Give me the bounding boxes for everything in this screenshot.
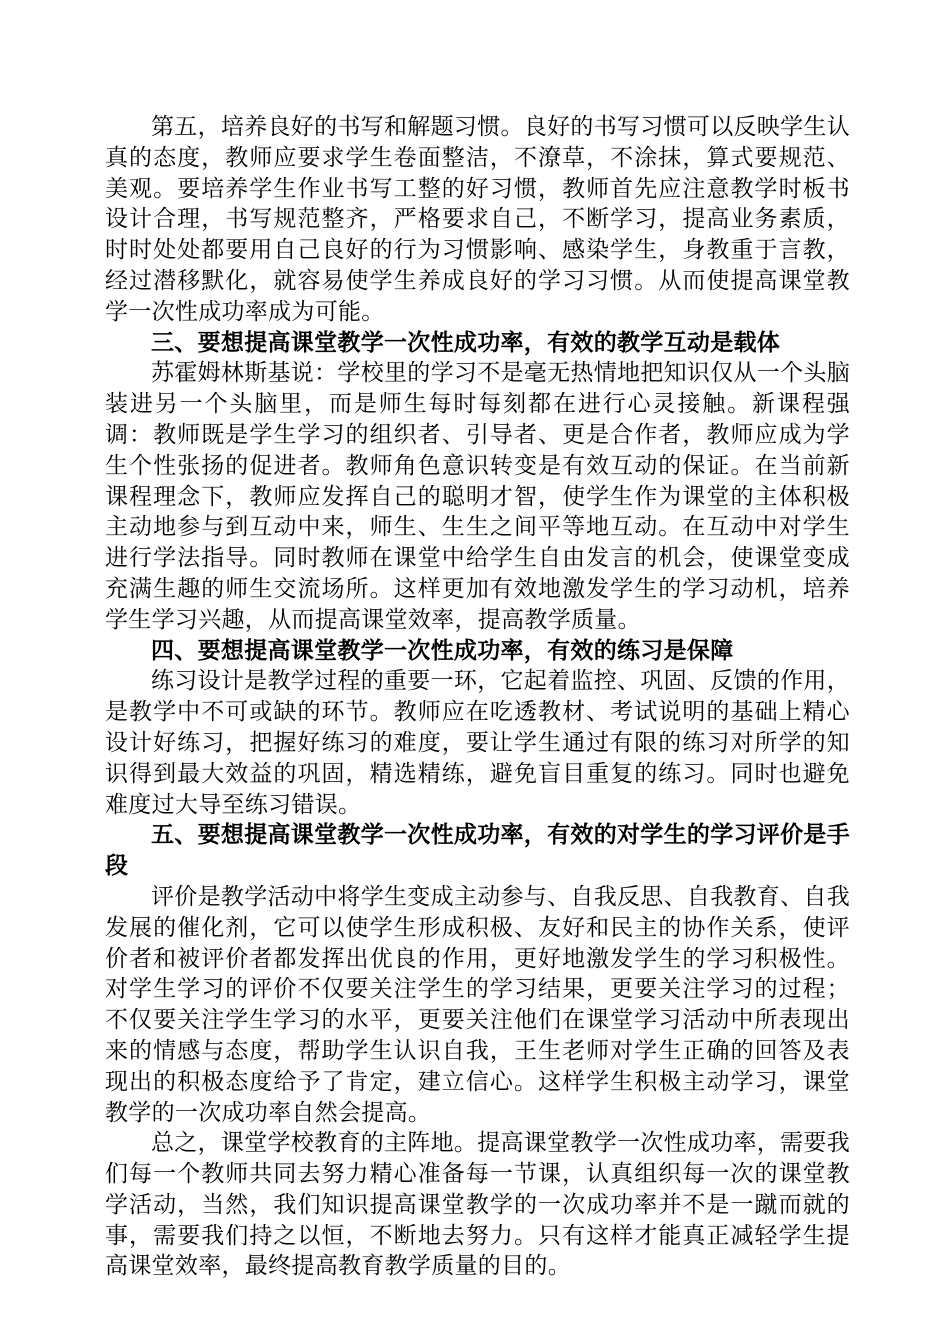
paragraph-conclusion: 总之，课堂学校教育的主阵地。提高课堂教学一次性成功率，需要我们每一个教师共同去努力精心准备每一节课，认真组织每一次的课堂教学活动，当然，我们知识提高课堂教学的一次成功率并不是一蹴而就的事，需要我们持之以恒，不断地去努力。只有这样才能真正减轻学生提高课堂效率，最终提高教育教学质量的目的。 <box>105 1130 850 1280</box>
heading-section-three: 三、要想提高课堂教学一次性成功率，有效的教学互动是载体 <box>151 328 781 356</box>
heading-section-five: 五、要想提高课堂教学一次性成功率，有效的对学生的学习评价是手段 <box>105 821 850 880</box>
paragraph-practice-design: 练习设计是教学过程的重要一环，它起着监控、巩固、反馈的作用，是教学中不可或缺的环节。教师应在吃透教材、考试说明的基础上精心设计好练习，把握好练习的难度，要让学生通过有限的练习对所学的知识得到最大效益的巩固，精选精练，避免盲目重复的练习。同时也避免难度过大导至练习错误。 <box>105 668 850 818</box>
document-page <box>105 112 850 1282</box>
paragraph-teaching-interaction: 苏霍姆林斯基说：学校里的学习不是毫无热情地把知识仅从一个头脑装进另一个头脑里，而是师生每时每刻都在进行心灵接触。新课程强调：教师既是学生学习的组织者、引导者、更是合作者，教师应成为学生个性张扬的促进者。教师角色意识转变是有效互动的保证。在当前新课程理念下，教师应发挥自己的聪明才智，使学生作为课堂的主体积极主动地参与到互动中来，师生、生生之间平等地互动。在互动中对学生进行学法指导。同时教师在课堂中给学生自由发言的机会，使课堂变成充满生趣的师生交流场所。这样更加有效地激发学生的学习动机，培养学生学习兴趣，从而提高课堂效率，提高教学质量。 <box>105 360 850 633</box>
paragraph-learning-evaluation: 评价是教学活动中将学生变成主动参与、自我反思、自我教育、自我发展的催化剂，它可以使学生形成积极、友好和民主的协作关系，使评价者和被评价者都发挥出优良的作用，更好地激发学生的学习积极性。对学生学习的评价不仅要关注学生的学习结果，更要关注学习的过程；不仅要关注学生学习的水平，更要关注他们在课堂学习活动中所表现出来的情感与态度，帮助学生认识自我，王生老师对学生正确的回答及表现出的积极态度给予了肯定，建立信心。这样学生积极主动学习，课堂教学的一次成功率自然会提高。 <box>105 883 850 1126</box>
heading-section-four: 四、要想提高课堂教学一次性成功率，有效的练习是保障 <box>151 636 734 664</box>
paragraph-writing-habits: 第五，培养良好的书写和解题习惯。良好的书写习惯可以反映学生认真的态度，教师应要求学生卷面整洁，不潦草，不涂抹，算式要规范、美观。要培养学生作业书写工整的好习惯，教师首先应注意教学时板书设计合理，书写规范整齐，严格要求自己，不断学习，提高业务素质，时时处处都要用自己良好的行为习惯影响、感染学生，身教重于言教，经过潜移默化，就容易使学生养成良好的学习习惯。从而使提高课堂教学一次性成功率成为可能。 <box>105 114 850 325</box>
